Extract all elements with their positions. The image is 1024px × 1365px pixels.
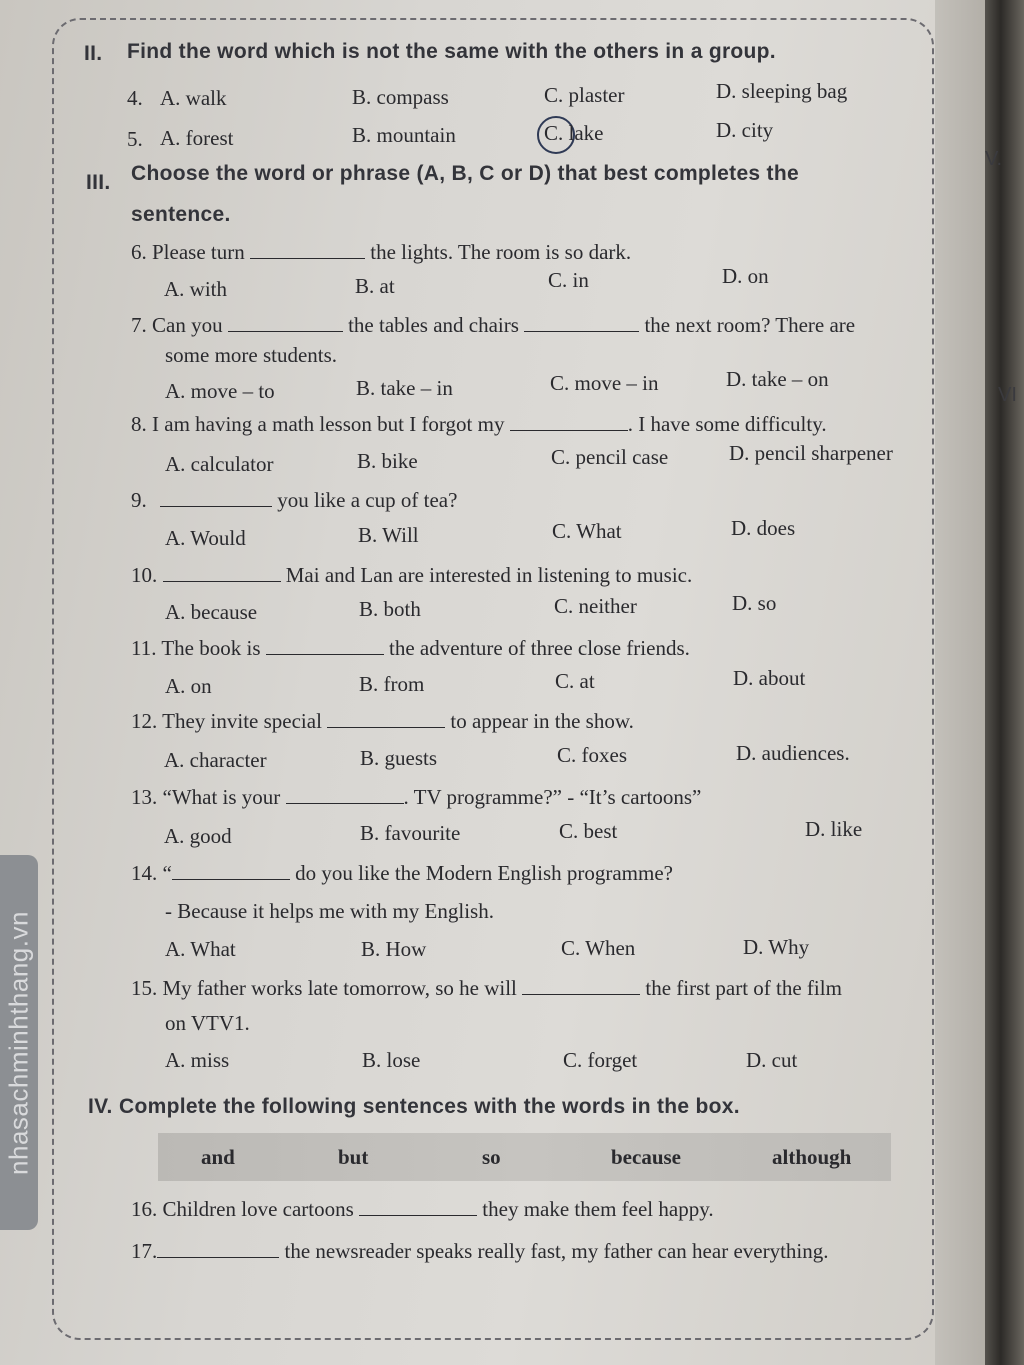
q12-stem [131,709,634,734]
q15-stem-line2: on VTV1. [165,1011,250,1035]
q14-stem-start: 14. “ [131,861,172,885]
q14-stem-end: do you like the Modern English programme? [295,861,673,885]
q6-answer-blank[interactable] [250,258,365,259]
q9-option-b[interactable]: B. Will [358,523,419,547]
q17-number: 17. [131,1239,158,1263]
q6-option-a[interactable]: A. with [164,277,227,301]
q6-option-b[interactable]: B. at [355,274,395,298]
q10-stem [131,563,692,588]
q15-option-a[interactable]: A. miss [165,1048,230,1072]
q15-answer-blank[interactable] [522,994,640,995]
q14-option-b[interactable]: B. How [361,937,427,961]
q8-answer-blank[interactable] [510,430,628,431]
q16-stem-end: they make them feel happy. [482,1197,714,1221]
q8-option-a[interactable]: A. calculator [165,452,274,476]
q12-option-b[interactable]: B. guests [360,746,438,770]
q7-option-c[interactable]: C. move – in [550,371,659,395]
q9-option-d[interactable]: D. does [731,516,796,540]
q8-option-c[interactable]: C. pencil case [551,445,669,469]
q7-stem-line2: some more students. [165,343,338,367]
q7-stem-end: the next room? There are [644,313,856,337]
right-page-marker-v: V. [985,148,1003,170]
q15-option-b[interactable]: B. lose [362,1048,421,1072]
q6-stem-end: the lights. The room is so dark. [370,240,632,264]
q4-number: 4. [127,86,143,110]
q7-answer-blank-2[interactable] [524,331,639,332]
q11-answer-blank[interactable] [266,654,384,655]
q15-stem-end: the first part of the film [645,976,842,1000]
q7-option-b[interactable]: B. take – in [356,376,453,400]
q13-stem-end: . TV programme?” - “It’s cartoons” [403,785,702,809]
word-box-but: but [338,1145,369,1169]
q7-stem-start: 7. Can you [131,313,223,337]
q8-stem [131,412,827,437]
q7-option-d[interactable]: D. take – on [726,367,829,391]
q11-stem-start: 11. The book is [131,636,261,660]
section-iv-number: IV. [88,1095,113,1118]
q14-stem [131,861,673,886]
q13-option-d[interactable]: D. like [805,817,863,841]
q7-stem-middle: the tables and chairs [348,313,519,337]
q12-stem-end: to appear in the show. [450,709,634,733]
q4-option-a[interactable]: A. walk [160,86,227,110]
q10-option-b[interactable]: B. both [359,597,421,621]
q10-option-d[interactable]: D. so [732,591,777,615]
q5-number: 5. [127,127,143,151]
q13-option-c[interactable]: C. best [559,819,618,843]
watermark-text: nhasachminhthang.vn [3,911,34,1175]
q13-answer-blank[interactable] [286,803,404,804]
q7-stem [131,313,855,338]
q10-number: 10. [131,563,158,587]
q16-stem [131,1197,714,1222]
word-box-so: so [482,1145,501,1169]
q6-option-c[interactable]: C. in [548,268,589,292]
section-ii-title: Find the word which is not the same with the others in a group. [127,40,776,63]
q8-stem-end: . I have some difficulty. [627,412,827,436]
q8-option-d[interactable]: D. pencil sharpener [729,441,893,465]
book-spine [985,0,1024,1365]
q15-option-c[interactable]: C. forget [563,1048,638,1072]
section-iii-title-line1: Choose the word or phrase (A, B, C or D) that best completes the [131,162,799,185]
q4-option-b[interactable]: B. compass [352,85,449,109]
q6-stem-start: 6. Please turn [131,240,245,264]
q6-stem [131,240,631,265]
q13-stem-start: 13. “What is your [131,785,281,809]
section-iv-title: Complete the following sentences with the words in the box. [119,1095,740,1118]
q11-stem [131,636,690,661]
q5-option-d[interactable]: D. city [716,118,774,142]
q13-option-a[interactable]: A. good [164,824,232,848]
q9-option-a[interactable]: A. Would [165,526,246,550]
q11-option-d[interactable]: D. about [733,666,806,690]
q11-option-c[interactable]: C. at [555,669,595,693]
word-box [158,1133,891,1181]
q8-stem-start: 8. I am having a math lesson but I forgot my [131,412,505,436]
q4-option-c[interactable]: C. plaster [544,83,625,107]
q9-option-c[interactable]: C. What [552,519,622,543]
q17-answer-blank[interactable] [157,1257,279,1258]
next-page-edge [935,0,985,1365]
q7-option-a[interactable]: A. move – to [165,379,275,403]
q11-stem-end: the adventure of three close friends. [389,636,690,660]
q10-stem-end: Mai and Lan are interested in listening to music. [285,563,693,587]
word-box-and: and [201,1145,235,1169]
q17-stem [131,1239,829,1264]
section-ii-number: II. [84,42,103,65]
q10-answer-blank[interactable] [163,581,281,582]
q11-option-a[interactable]: A. on [165,674,212,698]
q9-stem [131,488,457,513]
word-box-although: although [772,1145,852,1169]
q7-answer-blank-1[interactable] [228,331,343,332]
section-iii-title-line2: sentence. [131,203,231,226]
q6-option-d[interactable]: D. on [722,264,769,288]
q14-option-c[interactable]: C. When [561,936,636,960]
q12-option-a[interactable]: A. character [164,748,267,772]
q15-option-d[interactable]: D. cut [746,1048,798,1072]
q12-stem-start: 12. They invite special [131,709,322,733]
q9-answer-blank[interactable] [160,506,272,507]
q14-answer-blank[interactable] [172,879,290,880]
q15-stem-start: 15. My father works late tomorrow, so he will [131,976,517,1000]
q9-stem-end: you like a cup of tea? [277,488,458,512]
q12-answer-blank[interactable] [327,727,445,728]
q11-option-b[interactable]: B. from [359,672,425,696]
q10-option-c[interactable]: C. neither [554,594,637,618]
q16-answer-blank[interactable] [359,1215,477,1216]
q15-stem [131,976,842,1001]
q14-stem-line2: - Because it helps me with my English. [165,899,494,923]
q5-option-a[interactable]: A. forest [160,126,234,150]
q13-option-b[interactable]: B. favourite [360,821,461,845]
q12-option-d[interactable]: D. audiences. [736,741,850,765]
q5-option-b[interactable]: B. mountain [352,123,456,147]
q5-option-c[interactable]: C. lake [544,121,604,145]
section-iii-number: III. [86,171,111,194]
q13-stem [131,785,701,810]
q4-option-d[interactable]: D. sleeping bag [716,79,848,103]
right-page-marker-vi: VI [998,384,1017,406]
q14-option-d[interactable]: D. Why [743,935,810,959]
q17-stem-end: the newsreader speaks really fast, my father can hear everything. [284,1239,829,1263]
q12-option-c[interactable]: C. foxes [557,743,627,767]
q14-option-a[interactable]: A. What [165,937,236,961]
q16-stem-start: 16. Children love cartoons [131,1197,354,1221]
q10-option-a[interactable]: A. because [165,600,258,624]
word-box-because: because [611,1145,681,1169]
q8-option-b[interactable]: B. bike [357,449,418,473]
q9-number: 9. [131,488,147,512]
